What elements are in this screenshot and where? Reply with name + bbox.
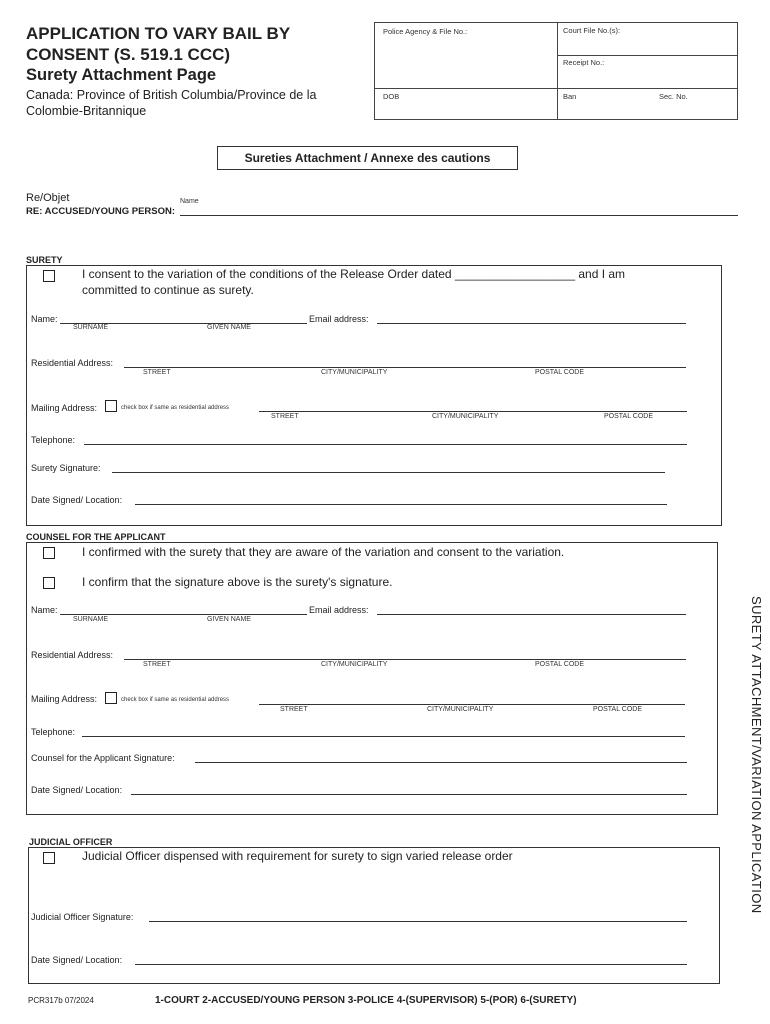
surety-consent-checkbox[interactable] (43, 270, 55, 282)
surety-date-label: Date Signed/ Location: (31, 495, 123, 505)
receipt-field[interactable]: Receipt No.: (563, 58, 605, 67)
form-title-line2: CONSENT (S. 519.1 CCC) (26, 45, 231, 64)
form-subtitle: Surety Attachment Page (26, 66, 217, 84)
judicial-signature-label: Judicial Officer Signature: (31, 912, 134, 922)
counsel-section-label: COUNSEL FOR THE APPLICANT (26, 532, 166, 542)
counsel-city-hint: CITY/MUNICIPALITY (321, 661, 388, 668)
form-title-line1: APPLICATION TO VARY BAIL BY (26, 24, 291, 43)
counsel-same-address-checkbox[interactable] (105, 692, 117, 704)
surety-name-label: Name: (31, 314, 58, 324)
ban-field[interactable]: Ban (563, 92, 577, 101)
attachment-title: Sureties Attachment / Annexe des cautions (217, 146, 518, 170)
surety-city-hint: CITY/MUNICIPALITY (321, 369, 388, 376)
counsel-mailing-label: Mailing Address: (31, 694, 98, 704)
dob-field[interactable]: DOB (383, 92, 400, 101)
police-agency-field[interactable]: Police Agency & File No.: (383, 27, 468, 36)
court-file-field[interactable]: Court File No.(s): (563, 26, 621, 35)
surety-mailing-postal-hint: POSTAL CODE (604, 413, 654, 420)
surety-section (26, 265, 722, 526)
surety-surname-hint: SURNAME (73, 324, 109, 331)
judicial-section-label: JUDICIAL OFFICER (29, 837, 113, 847)
accused-name-field[interactable] (180, 215, 738, 216)
counsel-residential-label: Residential Address: (31, 650, 114, 660)
name-hint: Name (180, 198, 199, 205)
counsel-telephone-label: Telephone: (31, 727, 76, 737)
surety-date-field[interactable] (135, 504, 667, 505)
counsel-signature-label: Counsel for the Applicant Signature: (31, 753, 175, 763)
surety-telephone-label: Telephone: (31, 435, 76, 445)
surety-street-hint: STREET (143, 369, 171, 376)
counsel-name-label: Name: (31, 605, 58, 615)
judicial-dispense-text: Judicial Officer dispensed with requirement for surety to sign varied release order (82, 849, 513, 863)
side-vertical-label: SURETY ATTACHMENT/VARIATION APPLICATION (749, 596, 764, 914)
counsel-postal-hint: POSTAL CODE (535, 661, 585, 668)
sec-no-field[interactable]: Sec. No. (659, 92, 688, 101)
counsel-confirm2-text: I confirm that the signature above is the surety's signature. (82, 575, 393, 589)
surety-same-address-checkbox[interactable] (105, 400, 117, 412)
form-code: PCR317b 07/2024 (28, 996, 94, 1005)
judicial-signature-field[interactable] (149, 921, 687, 922)
surety-postal-hint: POSTAL CODE (535, 369, 585, 376)
counsel-surname-hint: SURNAME (73, 616, 109, 623)
surety-mailing-field[interactable] (259, 411, 687, 412)
counsel-mailing-street-hint: STREET (280, 706, 308, 713)
judicial-date-field[interactable] (135, 964, 687, 965)
surety-residential-field[interactable] (124, 367, 686, 368)
surety-signature-field[interactable] (112, 472, 665, 473)
counsel-name-field[interactable] (60, 614, 307, 615)
counsel-confirm2-checkbox[interactable] (43, 577, 55, 589)
counsel-mailing-city-hint: CITY/MUNICIPALITY (427, 706, 494, 713)
re-objet-label: Re/Objet (26, 192, 70, 204)
counsel-mailing-postal-hint: POSTAL CODE (593, 706, 643, 713)
counsel-telephone-field[interactable] (82, 736, 685, 737)
file-info-box (374, 22, 738, 120)
surety-section-label: SURETY (26, 255, 63, 265)
counsel-residential-field[interactable] (124, 659, 686, 660)
surety-given-name-hint: GIVEN NAME (207, 324, 251, 331)
surety-mailing-street-hint: STREET (271, 413, 299, 420)
judicial-date-label: Date Signed/ Location: (31, 955, 123, 965)
counsel-confirm1-text: I confirmed with the surety that they are aware of the variation and consent to the variation. (82, 545, 565, 559)
surety-same-address-text: check box if same as residential address (121, 405, 230, 411)
surety-email-label: Email address: (309, 314, 369, 324)
counsel-street-hint: STREET (143, 661, 171, 668)
judicial-dispense-checkbox[interactable] (43, 852, 55, 864)
counsel-same-address-text: check box if same as residential address (121, 697, 230, 703)
counsel-email-field[interactable] (377, 614, 686, 615)
distribution-list: 1-COURT 2-ACCUSED/YOUNG PERSON 3-POLICE 4-(SUPERVISOR) 5-(POR) 6-(SURETY) (155, 995, 577, 1006)
counsel-email-label: Email address: (309, 605, 369, 615)
counsel-given-name-hint: GIVEN NAME (207, 616, 251, 623)
surety-telephone-field[interactable] (84, 444, 687, 445)
counsel-mailing-field[interactable] (259, 704, 685, 705)
counsel-confirm1-checkbox[interactable] (43, 547, 55, 559)
surety-mailing-city-hint: CITY/MUNICIPALITY (432, 413, 499, 420)
surety-email-field[interactable] (377, 323, 686, 324)
re-accused-label: RE: ACCUSED/YOUNG PERSON: (26, 206, 176, 217)
surety-mailing-label: Mailing Address: (31, 403, 98, 413)
counsel-signature-field[interactable] (195, 762, 687, 763)
counsel-date-label: Date Signed/ Location: (31, 785, 123, 795)
province-line1: Canada: Province of British Columbia/Province de la (26, 88, 317, 102)
province-line2: Colombie-Britannique (26, 104, 147, 118)
surety-consent-text: I consent to the variation of the conditions of the Release Order dated __________________ and I am (82, 267, 626, 281)
counsel-date-field[interactable] (131, 794, 687, 795)
surety-consent-text-2: committed to continue as surety. (82, 283, 254, 297)
surety-residential-label: Residential Address: (31, 358, 114, 368)
surety-signature-label: Surety Signature: (31, 463, 101, 473)
